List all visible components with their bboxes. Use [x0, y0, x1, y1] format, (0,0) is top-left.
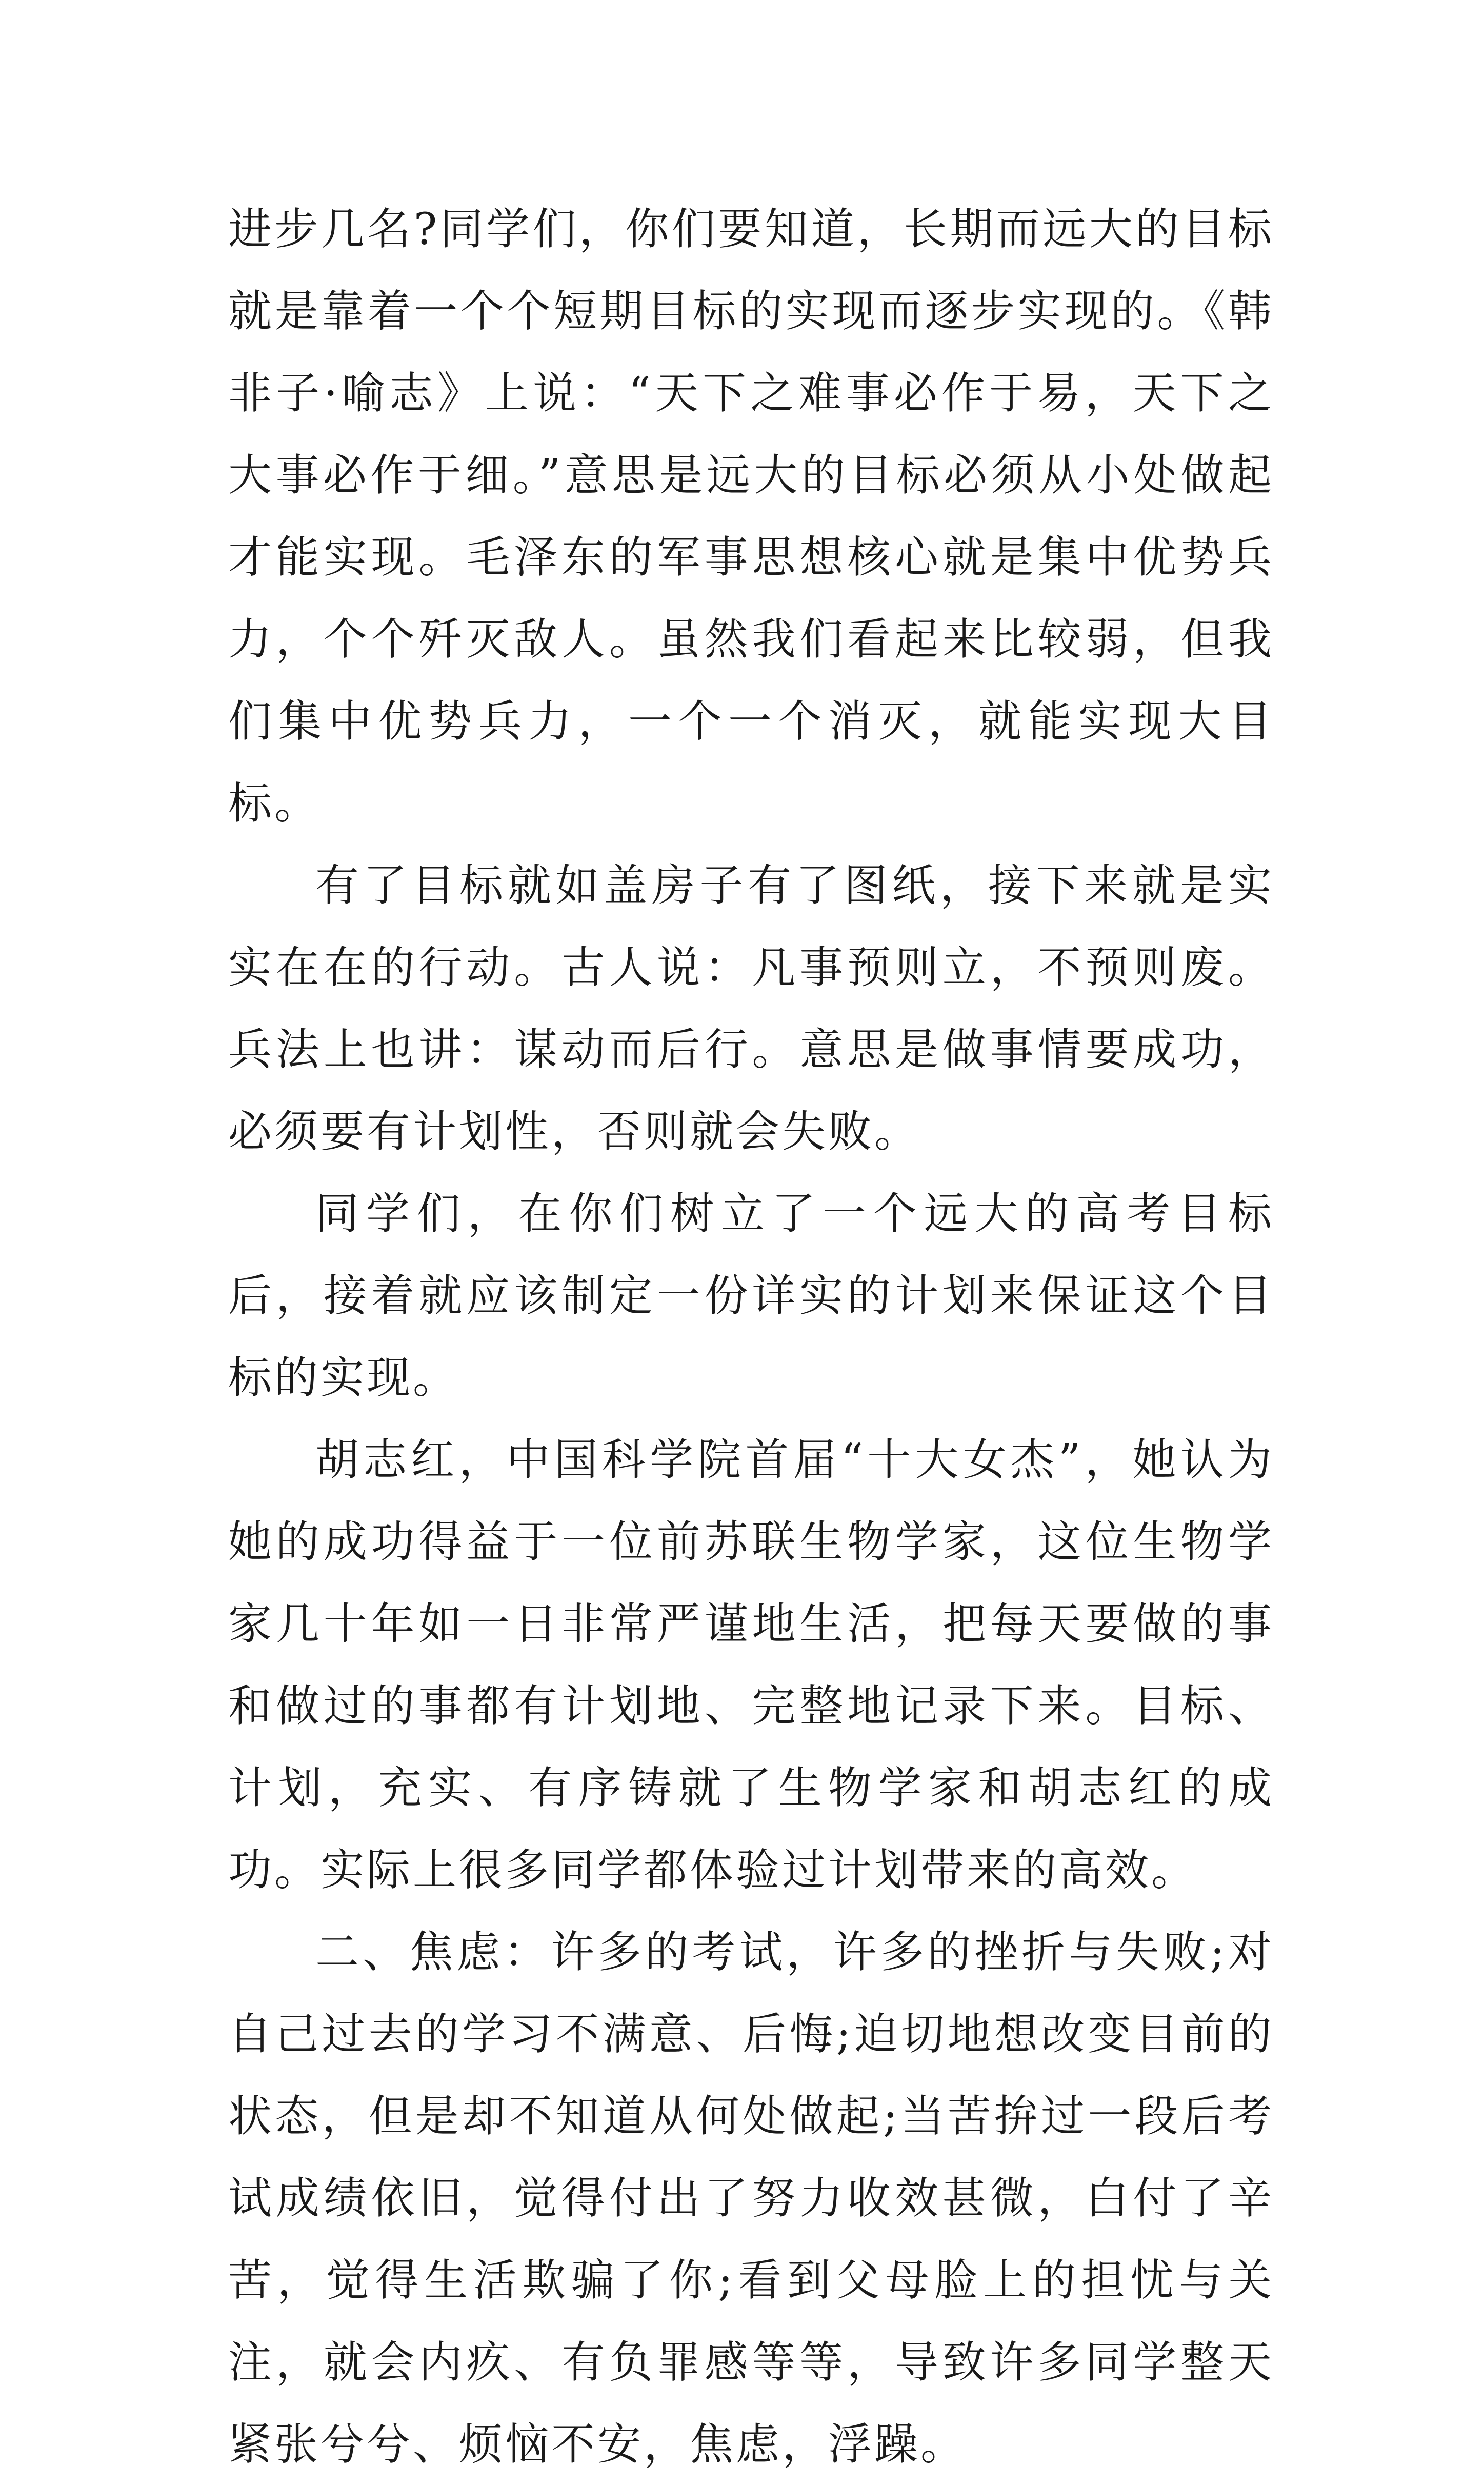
paragraph-4: 胡志红，中国科学院首届“十大女杰”，她认为她的成功得益于一位前苏联生物学家，这位生物学家几十年如一日非常严谨地生活，把每天要做的事和做过的事都有计划地、完整地记录下来。目标、计划，充实、有序铸就了生物学家和胡志红的成功。实际上很多同学都体验过计划带来的高效。: [228, 1435, 1274, 1896]
paragraph-3: 同学们，在你们树立了一个远大的高考目标后，接着就应该制定一份详实的计划来保证这个目标的实现。: [228, 1189, 1274, 1404]
paragraph-5: 二、焦虑：许多的考试，许多的挫折与失败;对自己过去的学习不满意、后悔;迫切地想改变目前的状态，但是却不知道从何处做起;当苦拚过一段后考试成绩依旧，觉得付出了努力收效甚微，白付了辛苦，觉得生活欺骗了你;看到父母脸上的担忧与关注，就会内疚、有负罪感等等，导致许多同学整天紧张兮兮、烦恼不安，焦虑，浮躁。: [228, 1927, 1274, 2470]
document-body: [228, 189, 1274, 2486]
paragraph-2: 有了目标就如盖房子有了图纸，接下来就是实实在在的行动。古人说：凡事预则立，不预则废。兵法上也讲：谋动而后行。意思是做事情要成功，必须要有计划性，否则就会失败。: [228, 860, 1274, 1157]
paragraph-1: 进步几名?同学们，你们要知道，长期而远大的目标就是靠着一个个短期目标的实现而逐步实现的。《韩非子·喻志》上说：“天下之难事必作于易，天下之大事必作于细。”意思是远大的目标必须从小处做起才能实现。毛泽东的军事思想核心就是集中优势兵力，个个歼灭敌人。虽然我们看起来比较弱，但我们集中优势兵力，一个一个消灭，就能实现大目标。: [228, 204, 1274, 829]
